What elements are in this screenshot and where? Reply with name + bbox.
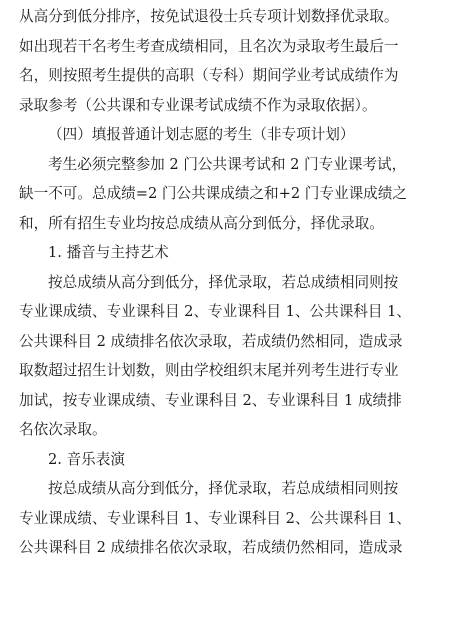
text-line: 加试，按专业课成绩、专业课科目 2、专业课科目 1 成绩排 [19,391,402,409]
text-line: 如出现若干名考生考查成绩相同，且名次为录取考生最后一 [19,37,399,55]
text-line: 缺一不可。总成绩=2 门公共课成绩之和+2 门专业课成绩之 [19,185,407,202]
text-line: 从高分到低分排序，按免试退役士兵专项计划数择优录取。 [19,8,399,25]
text-line: 录取参考（公共课和专业课考试成绩不作为录取依据）。 [19,96,377,114]
text-line: 公共课科目 2 成绩排名依次录取，若成绩仍然相同，造成录 [19,332,403,350]
text-line: 考生必须完整参加 2 门公共课考试和 2 门专业课考试， [48,155,407,173]
text-line: 取数超过招生计划数，则由学校组织末尾并列考生进行专业 [19,362,399,379]
text-line: 和，所有招生专业均按总成绩从高分到低分，择优录取。 [19,214,384,232]
text-line: 专业课成绩、专业课科目 1、专业课科目 2、公共课科目 1、 [19,509,412,527]
text-line: 公共课科目 2 成绩排名依次录取，若成绩仍然相同，造成录 [19,539,403,556]
text-line: 按总成绩从高分到低分，择优录取，若总成绩相同则按 [48,480,399,497]
text-line: 专业课成绩、专业课科目 2、专业课科目 1、公共课科目 1、 [19,303,412,320]
text-line: 按总成绩从高分到低分，择优录取，若总成绩相同则按 [48,273,399,291]
text-line: 名，则按照考生提供的高职（专科）期间学业考试成绩作为 [19,67,399,84]
section-heading: （四）填报普通计划志愿的考生（非专项计划） [48,126,355,143]
text-line: 名依次录取。 [19,421,107,438]
subsection-heading: 1. 播音与主持艺术 [48,244,169,261]
subsection-heading: 2. 音乐表演 [48,450,125,468]
